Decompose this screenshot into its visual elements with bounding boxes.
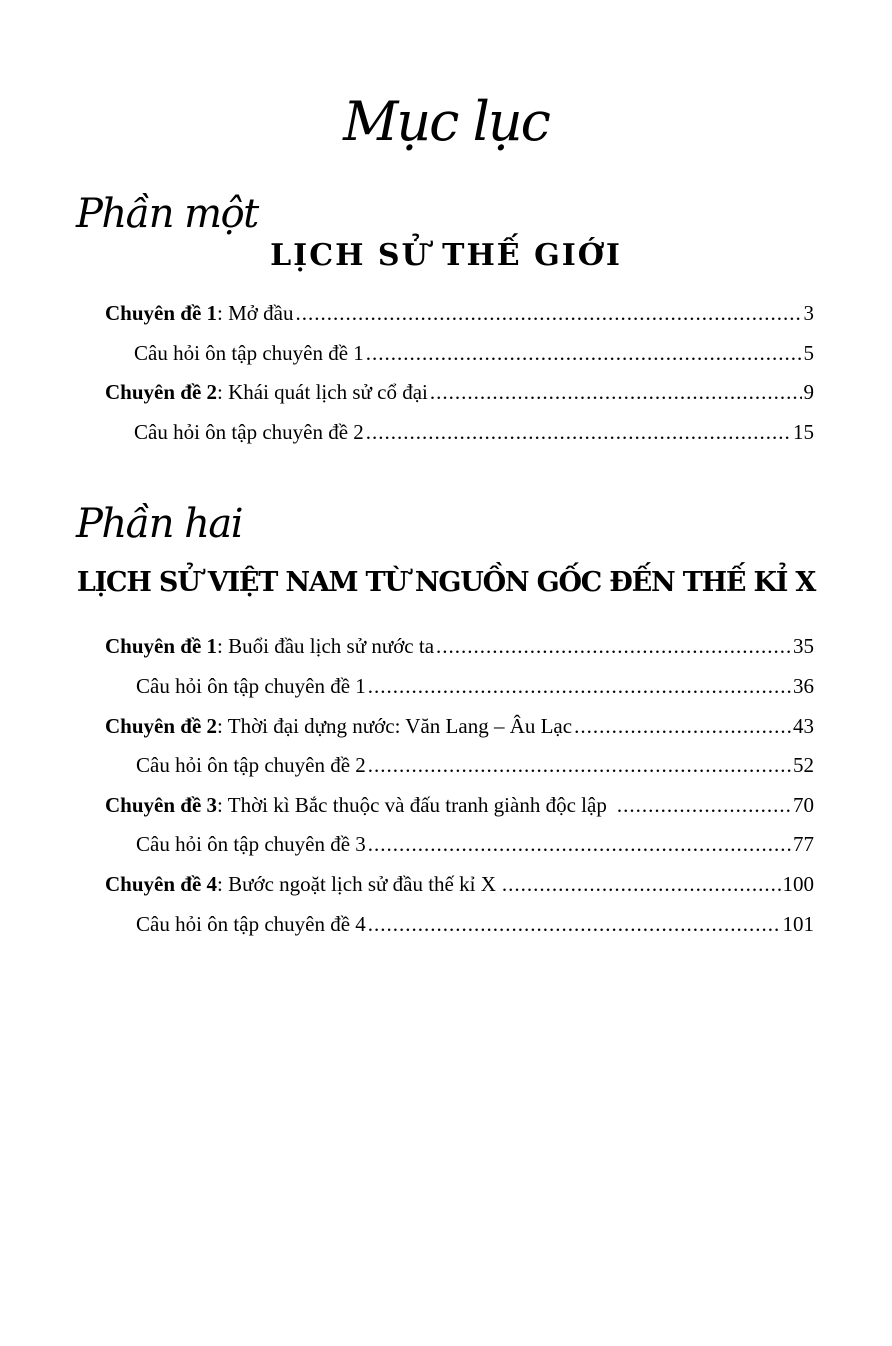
toc-entry-part1-chapter2[interactable]	[105, 377, 814, 407]
entry-title: Câu hỏi ôn tập chuyên đề 1	[134, 341, 364, 365]
entry-title: Câu hỏi ôn tập chuyên đề 4	[136, 912, 366, 936]
dot-leader	[430, 377, 802, 407]
entry-label: Chuyên đề 2	[105, 380, 218, 404]
entry-label: Chuyên đề 1	[105, 301, 218, 325]
entry-label: Chuyên đề 3	[105, 793, 218, 817]
page-number: 52	[793, 753, 814, 777]
entry-title: : Buổi đầu lịch sử nước ta	[217, 634, 435, 658]
toc-entry-part2-review3[interactable]	[136, 829, 814, 859]
entry-title: : Khái quát lịch sử cổ đại	[217, 380, 428, 404]
dot-leader	[436, 631, 791, 661]
entry-label: Chuyên đề 2	[105, 714, 218, 738]
dot-leader	[368, 671, 791, 701]
entry-title: : Thời kì Bắc thuộc và đấu tranh giành độc lập	[217, 793, 607, 817]
entry-title: : Thời đại dựng nước: Văn Lang – Âu Lạc	[217, 714, 573, 738]
part-one-subtitle: LỊCH SỬ THẾ GIỚI	[270, 238, 622, 273]
page-title: Mục lục	[343, 90, 549, 153]
dot-leader	[295, 298, 801, 328]
toc-entry-part1-review2[interactable]	[134, 417, 814, 447]
toc-entry-part2-chapter2[interactable]	[105, 711, 814, 741]
page-number: 15	[793, 420, 814, 444]
toc-entry-part1-review1[interactable]	[134, 338, 814, 368]
page-number: 101	[782, 912, 814, 936]
page-number: 100	[782, 872, 814, 896]
entry-title: : Mở đầu	[217, 301, 294, 325]
dot-leader	[368, 909, 781, 939]
toc-entry-part2-review2[interactable]	[136, 750, 814, 780]
toc-entry-part1-chapter1[interactable]	[105, 298, 814, 328]
dot-leader	[574, 711, 791, 741]
entry-title: : Bước ngoặt lịch sử đầu thế kỉ X	[217, 872, 496, 896]
entry-label: Chuyên đề 4	[105, 872, 218, 896]
part-two-heading: Phần hai	[76, 501, 243, 547]
entry-title: Câu hỏi ôn tập chuyên đề 2	[136, 753, 366, 777]
part-two-subtitle: LỊCH SỬ VIỆT NAM TỪ NGUỒN GỐC ĐẾN THẾ KỈ X	[76, 567, 816, 598]
page-number: 43	[793, 714, 814, 738]
entry-label: Chuyên đề 1	[105, 634, 218, 658]
toc-entry-part2-chapter1[interactable]	[105, 631, 814, 661]
toc-entry-part2-chapter3[interactable]	[105, 790, 814, 820]
dot-leader	[368, 750, 791, 780]
page-number: 5	[803, 341, 814, 365]
part-one-heading: Phần một	[76, 191, 258, 237]
dot-leader	[368, 829, 791, 859]
page-number: 77	[793, 832, 814, 856]
dot-leader	[366, 417, 791, 447]
page-number: 36	[793, 674, 814, 698]
page-number: 35	[793, 634, 814, 658]
entry-title: Câu hỏi ôn tập chuyên đề 3	[136, 832, 366, 856]
entry-title: Câu hỏi ôn tập chuyên đề 1	[136, 674, 366, 698]
page-number: 3	[803, 301, 814, 325]
toc-entry-part2-chapter4[interactable]	[105, 869, 814, 899]
page-number: 9	[803, 380, 814, 404]
dot-leader	[617, 790, 791, 820]
dot-leader	[502, 869, 781, 899]
toc-entry-part2-review1[interactable]	[136, 671, 814, 701]
toc-entry-part2-review4[interactable]	[136, 909, 814, 939]
page-number: 70	[793, 793, 814, 817]
dot-leader	[366, 338, 802, 368]
entry-title: Câu hỏi ôn tập chuyên đề 2	[134, 420, 364, 444]
